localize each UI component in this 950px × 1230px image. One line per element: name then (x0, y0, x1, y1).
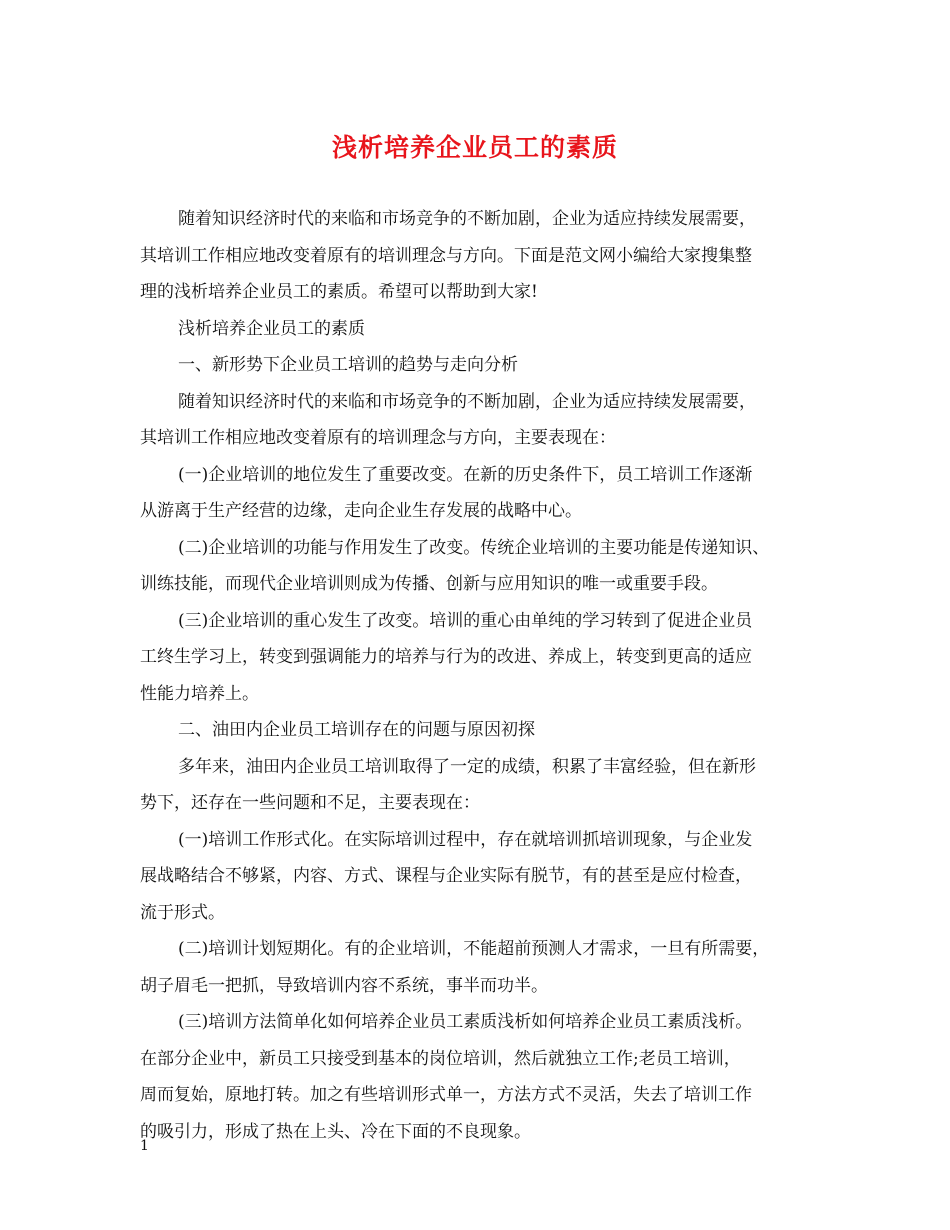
body-line: 随着知识经济时代的来临和市场竞争的不断加剧，企业为适应持续发展需要， (178, 391, 756, 412)
body-line: 从游离于生产经营的边缘，走向企业生存发展的战略中心。 (140, 501, 582, 521)
body-line: 周而复始，原地打转。加之有些培训形式单一，方法方式不灵活，失去了培训工作 (140, 1085, 752, 1105)
body-line: (二)培训计划短期化。有的企业培训，不能超前预测人才需求，一旦有所需要， (178, 939, 770, 959)
body-line: 其培训工作相应地改变着原有的培训理念与方向，主要表现在： (140, 428, 616, 448)
document-body (140, 201, 830, 1150)
body-line: 势下，还存在一些问题和不足，主要表现在： (140, 793, 480, 813)
document-title: 浅析培养企业员工的素质 (331, 133, 618, 162)
page-number: 1 (140, 1138, 149, 1154)
body-line: (二)企业培训的功能与作用发生了改变。传统企业培训的主要功能是传递知识、 (178, 537, 770, 558)
body-line: 其培训工作相应地改变着原有的培训理念与方向。下面是范文网小编给大家搜集整 (140, 245, 752, 266)
body-line: 训练技能，而现代企业培训则成为传播、创新与应用知识的唯一或重要手段。 (140, 574, 718, 594)
body-line: 展战略结合不够紧，内容、方式、课程与企业实际有脱节，有的甚至是应付检查， (140, 866, 752, 886)
body-line: (三)培训方法简单化如何培养企业员工素质浅析如何培养企业员工素质浅析。 (178, 1012, 753, 1032)
body-line: 流于形式。 (140, 902, 225, 923)
body-line: 一、新形势下企业员工培训的趋势与走向分析 (178, 355, 518, 375)
body-line: (一)培训工作形式化。在实际培训过程中，存在就培训抓培训现象，与企业发 (178, 829, 753, 850)
body-line: 浅析培养企业员工的素质 (178, 318, 365, 339)
body-line: 理的浅析培养企业员工的素质。希望可以帮助到大家! (140, 282, 538, 302)
body-line: 在部分企业中，新员工只接受到基本的岗位培训，然后就独立工作;老员工培训， (140, 1048, 741, 1069)
body-line: 工终生学习上，转变到强调能力的培养与行为的改进、养成上，转变到更高的适应 (140, 647, 752, 667)
body-line: 性能力培养上。 (140, 683, 259, 704)
body-line: 多年来，油田内企业员工培训取得了一定的成绩，积累了丰富经验，但在新形 (178, 756, 756, 777)
body-line: 二、油田内企业员工培训存在的问题与原因初探 (178, 720, 535, 740)
body-line: 随着知识经济时代的来临和市场竞争的不断加剧，企业为适应持续发展需要， (178, 209, 756, 229)
body-line: (一)企业培训的地位发生了重要改变。在新的历史条件下，员工培训工作逐渐 (178, 464, 753, 485)
body-line: 胡子眉毛一把抓，导致培训内容不系统，事半而功半。 (140, 975, 548, 996)
body-line: (三)企业培训的重心发生了改变。培训的重心由单纯的学习转到了促进企业员 (178, 610, 753, 631)
body-line: 的吸引力，形成了热在上头、冷在下面的不良现象。 (140, 1121, 531, 1142)
